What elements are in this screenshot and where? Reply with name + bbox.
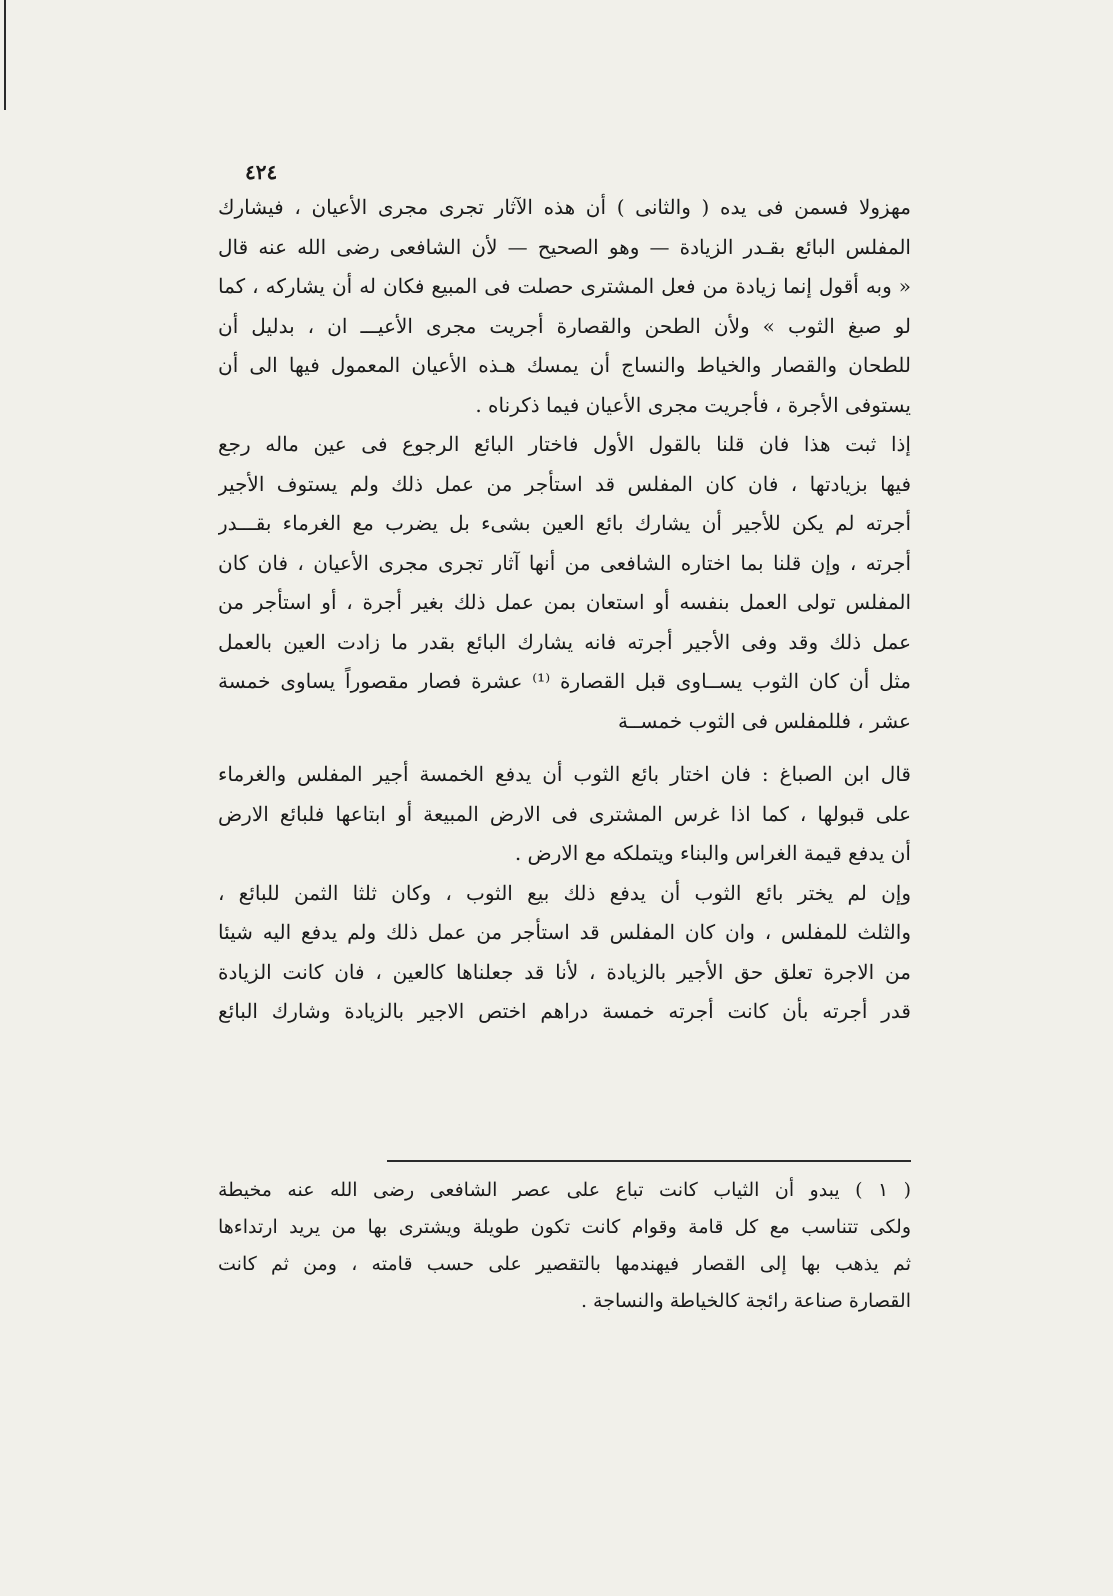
paragraph (218, 425, 911, 741)
footnote-line: ثم يذهب بها إلى القصار فيهندمها بالتقصير على حسب قامته ، ومن ثم كانت (218, 1253, 911, 1275)
footnote-line: القصارة صناعة رائجة كالخياطة والنساجة . (580, 1290, 911, 1312)
paragraph (218, 755, 911, 874)
text-line: مهزولا فسمن فى يده ( والثانى ) أن هذه الآثار تجرى مجرى الأعيان ، فيشارك (218, 195, 911, 219)
text-line: « وبه أقول إنما زيادة من فعل المشترى حصلت فى المبيع فكان له أن يشاركه ، كما (218, 274, 911, 298)
text-line: فيها بزيادتها ، فان كان المفلس قد استأجر من عمل ذلك ولم يستوف الأجير (218, 471, 911, 496)
text-line: والثلث للمفلس ، وان كان المفلس قد استأجر من عمل ذلك ولم يدفع اليه شيئا (218, 920, 911, 944)
footnote (218, 1172, 911, 1320)
text-line: من الاجرة تعلق حق الأجير بالزيادة ، لأنا قد جعلناها كالعين ، فان كانت الزيادة (218, 959, 911, 984)
text-line: قال ابن الصباغ : فان اختار بائع الثوب أن يدفع الخمسة أجير المفلس والغرماء (218, 762, 911, 786)
paragraph (218, 188, 911, 425)
margin-rule (4, 0, 6, 110)
paragraph-gap (218, 741, 911, 755)
paragraph (218, 874, 911, 1032)
footnote-line: ( ١ ) يبدو أن الثياب كانت تباع على عصر الشافعى رضى الله عنه مخيطة (218, 1179, 911, 1201)
text-line: مثل أن كان الثوب يســاوى قبل القصارة ⁽¹⁾ عشرة فصار مقصوراً يساوى خمسة (218, 669, 911, 693)
text-line: للطحان والقصار والخياط والنساج أن يمسك هـذه الأعيان المعمول فيها الى أن (218, 353, 911, 377)
text-line: عشر ، فللمفلس فى الثوب خمســة (618, 708, 911, 733)
main-text (218, 188, 911, 1032)
text-line: لو صبغ الثوب » ولأن الطحن والقصارة أجريت مجرى الأعيـــ ان ، بدليل أن (218, 313, 911, 338)
text-line: قدر أجرته بأن كانت أجرته خمسة دراهم اختص الاجير بالزيادة وشارك البائع (218, 999, 911, 1023)
text-line: المفلس البائع بقـدر الزيادة — وهو الصحيح — لأن الشافعى رضى الله عنه قال (218, 234, 911, 259)
text-line: على قبولها ، كما اذا غرس المشترى فى الارض المبيعة أو ابتاعها فلبائع الارض (218, 801, 911, 826)
footnote-divider (387, 1160, 911, 1162)
text-line: يستوفى الأجرة ، فأجريت مجرى الأعيان فيما ذكرناه . (475, 392, 911, 417)
text-line: أجرته لم يكن للأجير أن يشارك بائع العين بشىء بل يضرب مع الغرماء بقـــدر (218, 511, 911, 535)
text-line: إذا ثبت هذا فان قلنا بالقول الأول فاختار البائع الرجوع فى عين ماله رجع (218, 432, 911, 456)
text-line: أن يدفع قيمة الغراس والبناء ويتملكه مع الارض . (514, 841, 911, 865)
text-line: المفلس تولى العمل بنفسه أو استعان بمن عمل ذلك بغير أجرة ، أو استأجر من (218, 590, 911, 614)
text-line: أجرته ، وإن قلنا بما اختاره الشافعى من أنها آثار تجرى مجرى الأعيان ، فان كان (218, 550, 911, 575)
text-line: عمل ذلك وقد وفى الأجير أجرته فانه يشارك البائع بقدر ما زادت العين بالعمل (218, 629, 911, 654)
footnote-line: ولكى تتناسب مع كل قامة وقوام كانت تكون طويلة ويشترى بها من يريد ارتداءها (218, 1216, 911, 1238)
text-line: وإن لم يختر بائع الثوب أن يدفع ذلك بيع الثوب ، وكان ثلثا الثمن للبائع ، (218, 880, 911, 905)
page-number: ٤٢٤ (245, 160, 278, 184)
